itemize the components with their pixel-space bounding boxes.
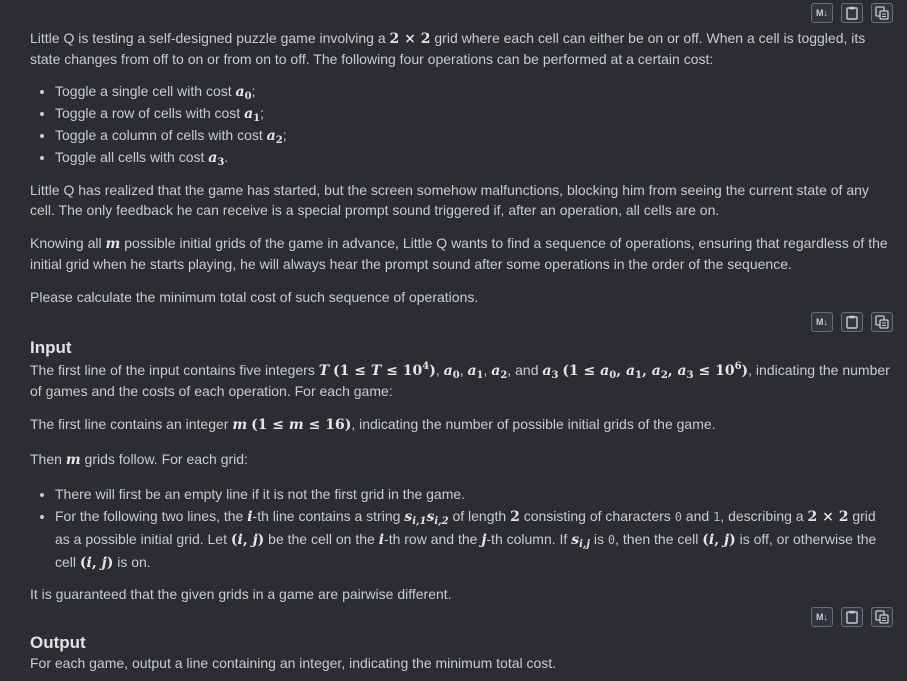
markdown-button[interactable]	[811, 312, 833, 332]
list-item: • Toggle a row of cells with cost $a_1$;	[55, 103, 892, 124]
intro-paragraph: Little Q is testing a self-designed puzzle game involving a 2 × 2 grid where each cell can either be on or off. When a cell is toggled, its state changes from off to on or from on to off. The following four operations can be performed at a certain cost:	[30, 30, 866, 67]
copy-markdown-button[interactable]	[871, 312, 893, 332]
markdown-icon: M↓	[816, 8, 828, 18]
input-line-3: Then m grids follow. For each grid:	[30, 451, 248, 468]
list-item: • Toggle a column of cells with cost $a_2$;	[55, 125, 892, 146]
markdown-icon: M↓	[816, 612, 828, 622]
markdown-button[interactable]	[811, 607, 833, 627]
operations-list	[30, 81, 892, 168]
clipboard-icon	[846, 6, 858, 20]
output-text: For each game, output a line containing an integer, indicating the minimum total cost.	[30, 655, 557, 671]
malfunction-paragraph: Little Q has realized that the game has started, but the screen somehow malfunctions, blocking him from seeing the current state of any cell. The only feedback he can receive is a special prompt sound triggered if, after an operation, all cells are on.	[30, 182, 869, 218]
list-item: • For the following two lines, the i-th line contains a string $s_{i,1}s_{i,2}$ of length 2 consisting of characters 0 and 1, describing a 2 × 2 grid as a possible initial grid. Let (i, j) be the cell on the i-th row and the j-th column. If $s_{i,j}$ is 0, then the cell (i, j) is off, or otherwise the cell (i, j) is on.	[55, 505, 892, 574]
copy-format-icon	[875, 6, 889, 20]
grid-format-list	[30, 484, 892, 574]
goal-paragraph: Knowing all m possible initial grids of the game in advance, Little Q wants to find a sequence of operations, ensuring that regardless of the initial grid when he starts playing, he will always hear the prompt sound after some operations in the order of the sequence.	[30, 235, 888, 272]
output-section	[30, 633, 892, 673]
input-line-2: The first line contains an integer m (1 ≤ m ≤ 16), indicating the number of possible initial grids of the game.	[30, 416, 716, 433]
task-paragraph: Please calculate the minimum total cost of such sequence of operations.	[30, 289, 479, 305]
copy-markdown-button[interactable]	[871, 3, 893, 23]
list-item: • Toggle all cells with cost $a_3$.	[55, 147, 892, 168]
copy-format-icon	[875, 610, 889, 624]
list-item: • Toggle a single cell with cost $a_0$;	[55, 81, 892, 102]
copy-markdown-button[interactable]	[871, 607, 893, 627]
copy-format-icon	[875, 315, 889, 329]
input-toolbar	[811, 312, 893, 332]
input-heading: Input	[30, 338, 72, 357]
copy-button[interactable]	[841, 312, 863, 332]
copy-button[interactable]	[841, 607, 863, 627]
statement-toolbar	[811, 3, 893, 23]
markdown-icon: M↓	[816, 317, 828, 327]
list-item: • There will first be an empty line if it is not the first grid in the game.	[55, 484, 892, 504]
output-heading: Output	[30, 633, 86, 652]
guarantee-paragraph: It is guaranteed that the given grids in a game are pairwise different.	[30, 586, 452, 602]
clipboard-icon	[846, 610, 858, 624]
input-line-1: The first line of the input contains five integers T $(1 \le T \le 10^4)$, $a_0$, $a_1$, $a_2$, and $a_3$ ($1 \le a_0$, $a_1$, $a_2$, $a_3 \le 10^6$), indicating the number of games and the costs of each operation. For each game:	[30, 361, 890, 399]
markdown-button[interactable]	[811, 3, 833, 23]
clipboard-icon	[846, 315, 858, 329]
output-toolbar	[811, 607, 893, 627]
copy-button[interactable]	[841, 3, 863, 23]
statement-section	[30, 28, 892, 307]
input-section	[30, 338, 892, 604]
